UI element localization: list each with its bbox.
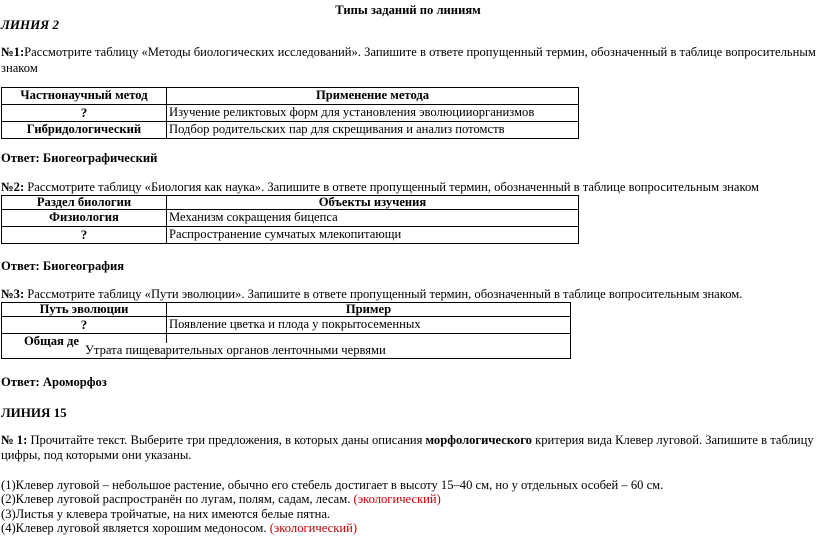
- task-text: Рассмотрите таблицу «Пути эволюции». Запишите в ответе пропущенный термин, обозначенный в таблице вопросительным знаком.: [24, 287, 743, 301]
- sentence-note: (экологический): [353, 492, 441, 506]
- evolution-paths-table: [1, 302, 571, 359]
- table-cell: Появление цветка и плода у покрытосеменных: [167, 317, 571, 334]
- table-row: [2, 210, 579, 227]
- task-4-prompt-cont: цифры, под которыми они указаны.: [1, 448, 192, 462]
- sentence-4: [1, 521, 357, 536]
- table-row: [2, 334, 571, 359]
- table-row: [2, 105, 579, 122]
- task-number: №2:: [1, 180, 25, 194]
- table-header-row: [2, 303, 571, 317]
- task-text: Рассмотрите таблицу «Биология как наука». Запишите в ответе пропущенный термин, обозначенный в таблице вопросительным знаком: [24, 180, 760, 194]
- table-cell: Механизм сокращения бицепса: [167, 210, 579, 227]
- table-cell: Изучение реликтовых форм для установления эволюцииорганизмов: [167, 105, 579, 122]
- task-text: критерия вида Клевер луговой. Запишите в таблицу: [531, 433, 814, 447]
- sentence-text: (3)Листья у клевера тройчатые, на них имеются белые пятна.: [1, 507, 331, 521]
- sentence-2: [1, 492, 441, 507]
- table-row: [2, 317, 571, 334]
- task-3-prompt: [1, 287, 742, 302]
- task-1-prompt: [1, 45, 816, 60]
- table-header-cell: Применение метода: [167, 88, 579, 105]
- sentence-3: [1, 507, 330, 522]
- table-cell-question: ?: [2, 227, 167, 244]
- table-cell-question: ?: [2, 105, 167, 122]
- table-row: [2, 227, 579, 244]
- sentence-text: (4)Клевер луговой является хорошим медоносом.: [1, 521, 270, 535]
- biology-science-table: [1, 195, 579, 244]
- task-1-prompt-cont: знаком: [1, 61, 38, 75]
- sentence-text: (1)Клевер луговой – небольшое растение, обычно его стебель достигает в высоту 15–40 см, но у отдельных особей – 60 см.: [1, 478, 664, 492]
- table-header-cell: Раздел биологии: [2, 196, 167, 210]
- task-2-prompt: [1, 180, 759, 195]
- table-row: [2, 122, 579, 139]
- task-text: Рассмотрите таблицу «Методы биологических исследований». Запишите в ответе пропущенный термин, обозначенный в таблице вопросительным: [24, 45, 816, 59]
- table-cell: Общая де: [2, 334, 167, 359]
- table-header-cell: Частнонаучный метод: [2, 88, 167, 105]
- sentence-1: [1, 478, 663, 493]
- methods-table: [1, 87, 579, 139]
- table-cell: Гибридологический: [2, 122, 167, 139]
- table-header-cell: Пример: [167, 303, 571, 317]
- task-2-answer: Ответ: Биогеография: [1, 259, 125, 273]
- task-3-answer: Ответ: Ароморфоз: [1, 375, 107, 389]
- task-text: Прочитайте текст. Выберите три предложения, в которых даны описания: [27, 433, 426, 447]
- table-cell: Подбор родительских пар для скрещивания и анализ потомств: [167, 122, 579, 139]
- task-number: № 1:: [1, 433, 28, 447]
- task-text-emphasis: морфологического: [425, 433, 532, 447]
- section-heading-line-15: ЛИНИЯ 15: [1, 405, 67, 420]
- sentence-text: (2)Клевер луговой распространён по лугам, полям, садам, лесам.: [1, 492, 354, 506]
- table-header-cell: Путь эволюции: [2, 303, 167, 317]
- table-header-cell: Объекты изучения: [167, 196, 579, 210]
- table-cell: Физиология: [2, 210, 167, 227]
- table-cell-text: Утрата пищеварительных органов ленточными червями: [85, 343, 386, 357]
- table-header-row: [2, 88, 579, 105]
- table-cell: [85, 334, 571, 359]
- task-number: №3:: [1, 287, 25, 301]
- table-cell: Распространение сумчатых млекопитающи: [167, 227, 579, 244]
- table-header-row: [2, 196, 579, 210]
- task-number: №1:: [1, 45, 25, 59]
- table-cell-question: ?: [2, 317, 167, 334]
- sentence-note: (экологический): [269, 521, 358, 535]
- section-heading-line-2: ЛИНИЯ 2: [1, 17, 59, 32]
- task-1-answer: Ответ: Биогеографический: [1, 151, 158, 165]
- page-title: Типы заданий по линиям: [335, 3, 481, 17]
- task-4-prompt: [1, 433, 814, 448]
